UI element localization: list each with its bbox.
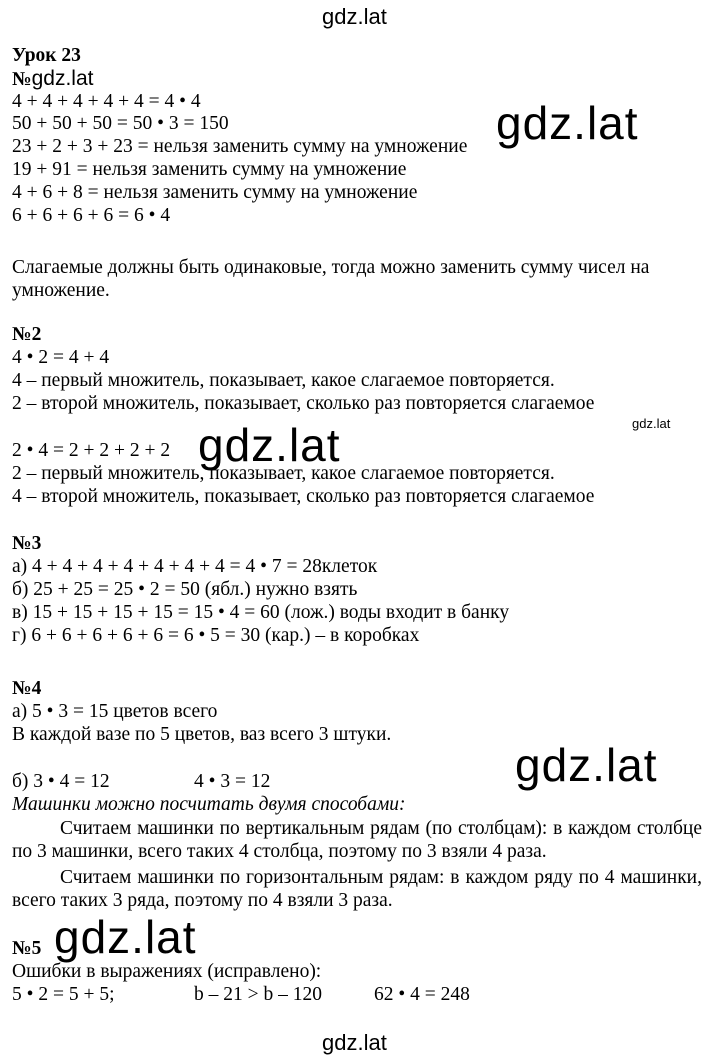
task2-line: 2 • 4 = 2 + 2 + 2 + 2 [12,440,171,461]
task2-line: 4 – первый множитель, показывает, какое слагаемое повторяется. [12,370,555,391]
task4-paragraph: Считаем машинки по горизонтальным рядам: в каждом ряду по 4 машинки, всего таких 3 ряда, поэтому по 4 взяли 3 раза. [12,867,702,911]
task1-line: 23 + 2 + 3 + 23 = нельзя заменить сумму на умножение [12,136,468,157]
task1-heading [12,68,93,91]
watermark-small: gdz.lat [632,416,671,431]
watermark-large: gdz.lat [496,97,639,149]
watermark-large: gdz.lat [198,419,341,471]
task4-line: б) 3 • 4 = 12 [12,771,110,792]
task1-line: 4 + 4 + 4 + 4 + 4 = 4 • 4 [12,91,201,112]
task2-line: 4 • 2 = 4 + 4 [12,347,110,368]
task4-title: №4 [12,678,42,699]
task2-line: 2 – первый множитель, показывает, какое слагаемое повторяется. [12,463,555,484]
task1-conclusion: умножение. [12,280,110,301]
task3-line: в) 15 + 15 + 15 + 15 = 15 • 4 = 60 (лож.) воды входит в банку [12,602,510,623]
watermark-bottom: gdz.lat [322,1030,387,1055]
task1-conclusion: Слагаемые должны быть одинаковые, тогда можно заменить сумму чисел на [12,257,650,278]
task1-number: № [12,69,32,90]
task1-line: 4 + 6 + 8 = нельзя заменить сумму на умножение [12,182,418,203]
task4-paragraph: Считаем машинки по вертикальным рядам (по столбцам): в каждом столбце по 3 машинки, всего таких 4 столбца, поэтому по 3 взяли 4 раза. [12,818,702,862]
task4-line: В каждой вазе по 5 цветов, ваз всего 3 штуки. [12,724,392,745]
task3-line: а) 4 + 4 + 4 + 4 + 4 + 4 + 4 = 4 • 7 = 28клеток [12,556,378,577]
watermark-large: gdz.lat [515,739,658,791]
task2-title: №2 [12,324,42,345]
watermark-large: gdz.lat [54,911,197,963]
task1-line: 6 + 6 + 6 + 6 = 6 • 4 [12,205,171,226]
task3-line: г) 6 + 6 + 6 + 6 + 6 = 6 • 5 = 30 (кар.) – в коробках [12,625,420,646]
task1-line: 50 + 50 + 50 = 50 • 3 = 150 [12,113,229,134]
watermark-top: gdz.lat [322,4,387,29]
task2-line: 2 – второй множитель, показывает, сколько раз повторяется слагаемое [12,393,595,414]
lesson-title: Урок 23 [12,45,81,66]
task5-expression: b – 21 > b – 120 [194,984,322,1005]
task5-expression: 5 • 2 = 5 + 5; [12,984,115,1005]
task5-expression: 62 • 4 = 248 [374,984,470,1005]
task4-italic-note: Машинки можно посчитать двумя способами: [12,794,406,815]
task3-title: №3 [12,533,42,554]
task2-line: 4 – второй множитель, показывает, сколько раз повторяется слагаемое [12,486,595,507]
task4-line: 4 • 3 = 12 [194,771,271,792]
watermark-inline: gdz.lat [31,67,94,90]
task5-subtitle: Ошибки в выражениях (исправлено): [12,961,322,982]
task4-line: а) 5 • 3 = 15 цветов всего [12,701,218,722]
task3-line: б) 25 + 25 = 25 • 2 = 50 (ябл.) нужно взять [12,579,358,600]
task1-line: 19 + 91 = нельзя заменить сумму на умножение [12,159,407,180]
task5-title: №5 [12,938,42,959]
